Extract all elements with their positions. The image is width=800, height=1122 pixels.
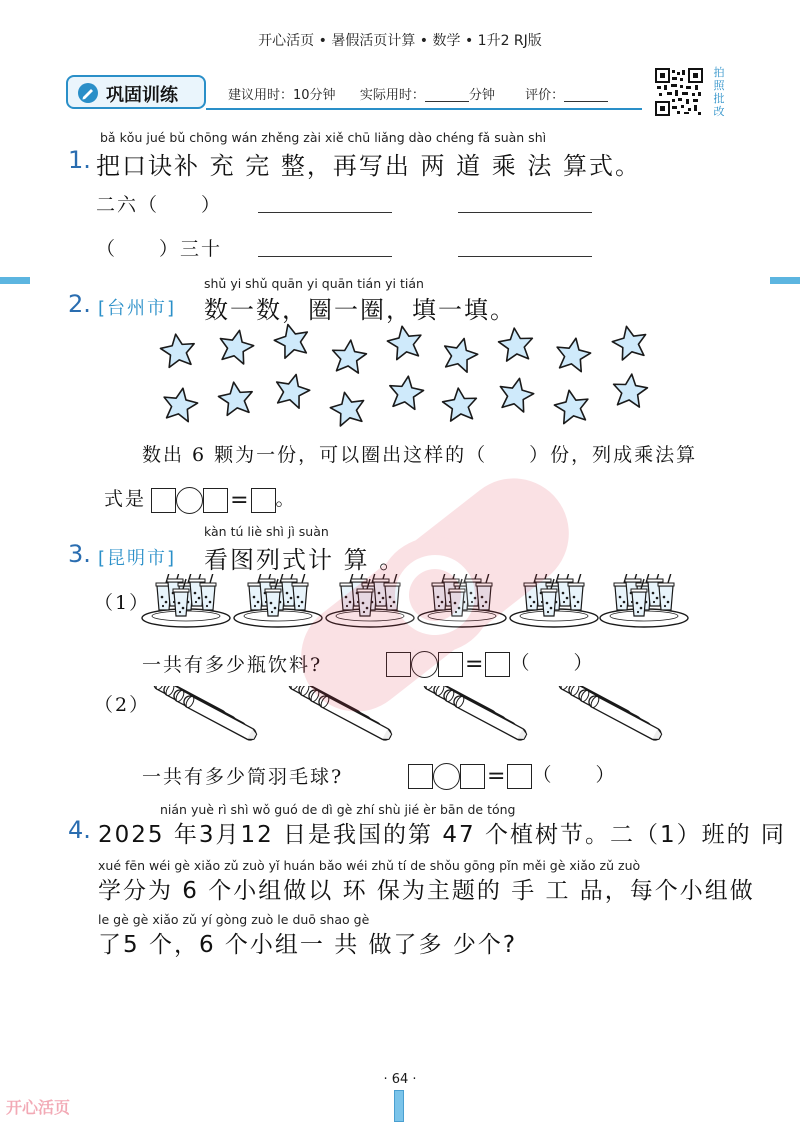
q2-line2-prefix: 式是 <box>104 488 147 510</box>
side-char: 拍 <box>713 66 725 79</box>
star-icon <box>496 375 536 413</box>
q3p1-answer-box3[interactable] <box>485 652 510 677</box>
plate-icon <box>600 574 688 627</box>
q4-line3: 了5 个，6 个小组一 共 做了多 少个? <box>98 932 518 958</box>
q3-part2-equation <box>408 760 616 790</box>
publisher-logo: 开心活页 <box>6 1098 71 1117</box>
q4-pinyin-2: xué fēn wéi gè xiǎo zǔ zuò yǐ huán bǎo wéi zhǔ tí de shǒu gōng pǐn měi gè xiǎo zǔ zuò <box>98 858 641 873</box>
stars-group <box>150 318 660 438</box>
page-header: 开心活页 • 暑假活页计算 • 数学 • 1升2 RJ版 <box>258 33 542 49</box>
q3p1-answer-box2[interactable] <box>438 652 463 677</box>
q1-pinyin: bǎ kǒu jué bǔ chōng wán zhěng zài xiě chū liǎng dào chéng fǎ suàn shì <box>100 130 547 145</box>
star-icon <box>441 386 478 421</box>
q3-part1-label: （1） <box>94 592 151 614</box>
suggested-time-label: 建议用时： <box>228 88 294 103</box>
star-icon <box>271 320 312 359</box>
star-icon <box>159 332 197 368</box>
q1-text: 把口诀补 充 完 整，再写出 两 道 乘 法 算式。 <box>96 152 642 180</box>
photo-grading-label <box>712 66 726 118</box>
rating-label: 评价： <box>525 88 565 103</box>
q4-line1: 2025 年3月12 日是我国的第 47 个植树节。二（1）班的 同 <box>98 822 786 848</box>
page-tab-marker <box>394 1090 404 1122</box>
star-icon <box>216 327 256 365</box>
q2-line2-suffix: 。 <box>275 488 297 510</box>
q3p1-answer-box1[interactable] <box>386 652 411 677</box>
q1-row1-label: 二六（ ） <box>96 194 223 216</box>
star-icon <box>440 334 481 373</box>
q3-region-tag: [昆明市] <box>98 548 177 569</box>
tube-bundle-icon <box>557 686 663 742</box>
q1-row2-label: （ ）三十 <box>96 238 223 260</box>
star-icon <box>497 326 534 361</box>
star-icon <box>161 385 200 422</box>
q3p1-operator-circle[interactable] <box>411 651 438 678</box>
star-icon <box>272 370 313 409</box>
plate-icon <box>234 574 322 627</box>
q2-answer-box3[interactable] <box>251 488 276 513</box>
q2-text: 数一数，圈一圈，填一填。 <box>204 296 516 324</box>
q3-part2-label: （2） <box>94 694 151 716</box>
q2-answer-box1[interactable] <box>151 488 176 513</box>
q2-line1: 数出 6 颗为一份，可以圈出这样的（ ）份，列成乘法算 <box>142 444 698 466</box>
drinks-plates <box>140 574 692 638</box>
tube-bundle-icon <box>422 686 528 742</box>
tube-bundle-icon <box>287 686 393 742</box>
q3p2-operator-circle[interactable] <box>433 763 460 790</box>
q3p2-unit-paren[interactable]: （ ） <box>532 764 617 786</box>
q1-row1-answer-line1[interactable] <box>258 212 392 213</box>
section-title: 巩固训练 <box>106 85 178 106</box>
star-icon <box>552 387 591 424</box>
star-icon <box>385 323 424 360</box>
pencil-icon <box>76 82 100 108</box>
q2-number: 2. <box>68 290 91 318</box>
timing-info <box>228 84 608 103</box>
equals-sign: = <box>230 488 249 513</box>
actual-time-blank[interactable] <box>425 87 469 102</box>
actual-time-label: 实际用时： <box>359 88 425 103</box>
tube-bundle-icon <box>152 686 258 742</box>
side-char: 批 <box>713 92 725 105</box>
right-edge-marker <box>770 277 800 284</box>
q3-part2-question: 一共有多少筒羽毛球? <box>142 766 344 788</box>
q2-answer-box2[interactable] <box>203 488 228 513</box>
plate-icon <box>326 574 414 627</box>
q4-pinyin-1: nián yuè rì shì wǒ guó de dì gè zhí shù jié èr bān de tóng <box>160 802 516 817</box>
suggested-time-value: 10分钟 <box>293 88 336 103</box>
q2-operator-circle[interactable] <box>176 487 203 514</box>
q2-region-tag: [台州市] <box>98 298 177 319</box>
q3p2-answer-box2[interactable] <box>460 764 485 789</box>
q3p2-answer-box1[interactable] <box>408 764 433 789</box>
q1-row1-answer-line2[interactable] <box>458 212 592 213</box>
actual-time-unit: 分钟 <box>468 88 495 103</box>
star-icon <box>331 338 368 373</box>
q4-line2: 学分为 6 个小组做以 环 保为主题的 手 工 品，每个小组做 <box>98 878 755 904</box>
qr-code[interactable] <box>655 68 703 116</box>
star-icon <box>612 372 649 407</box>
q1-number: 1. <box>68 146 91 174</box>
q1-row2-answer-line2[interactable] <box>458 256 592 257</box>
star-icon <box>610 323 650 361</box>
plate-icon <box>510 574 598 627</box>
shuttlecock-tubes <box>140 686 690 748</box>
page-number: · 64 · <box>383 1072 417 1087</box>
plate-icon <box>142 574 230 627</box>
plate-icon <box>418 574 506 627</box>
left-edge-marker <box>0 277 30 284</box>
q3-text: 看图列式计 算 。 <box>204 546 406 574</box>
section-badge <box>66 75 206 109</box>
q2-equation <box>104 484 297 514</box>
star-icon <box>328 389 368 427</box>
q1-row2-answer-line1[interactable] <box>258 256 392 257</box>
rating-blank[interactable] <box>564 87 608 102</box>
side-char: 照 <box>713 79 725 92</box>
q3p2-answer-box3[interactable] <box>507 764 532 789</box>
equals-sign: = <box>487 764 506 789</box>
q3-pinyin: kàn tú liè shì jì suàn <box>204 524 329 539</box>
q3p1-unit-paren[interactable]: （ ） <box>510 652 595 674</box>
q4-pinyin-3: le gè gè xiǎo zǔ yí gòng zuò le duō shao gè <box>98 912 370 927</box>
q3-part1-equation <box>386 648 594 678</box>
q3-number: 3. <box>68 540 91 568</box>
section-divider <box>206 108 642 110</box>
q2-pinyin: shǔ yi shǔ quān yi quān tián yi tián <box>204 276 424 291</box>
side-char: 改 <box>713 105 725 118</box>
equals-sign: = <box>465 652 484 677</box>
star-icon <box>217 380 255 416</box>
star-icon <box>387 374 425 410</box>
star-icon <box>554 335 593 372</box>
q4-number: 4. <box>68 816 91 844</box>
q3-part1-question: 一共有多少瓶饮料? <box>142 654 323 676</box>
